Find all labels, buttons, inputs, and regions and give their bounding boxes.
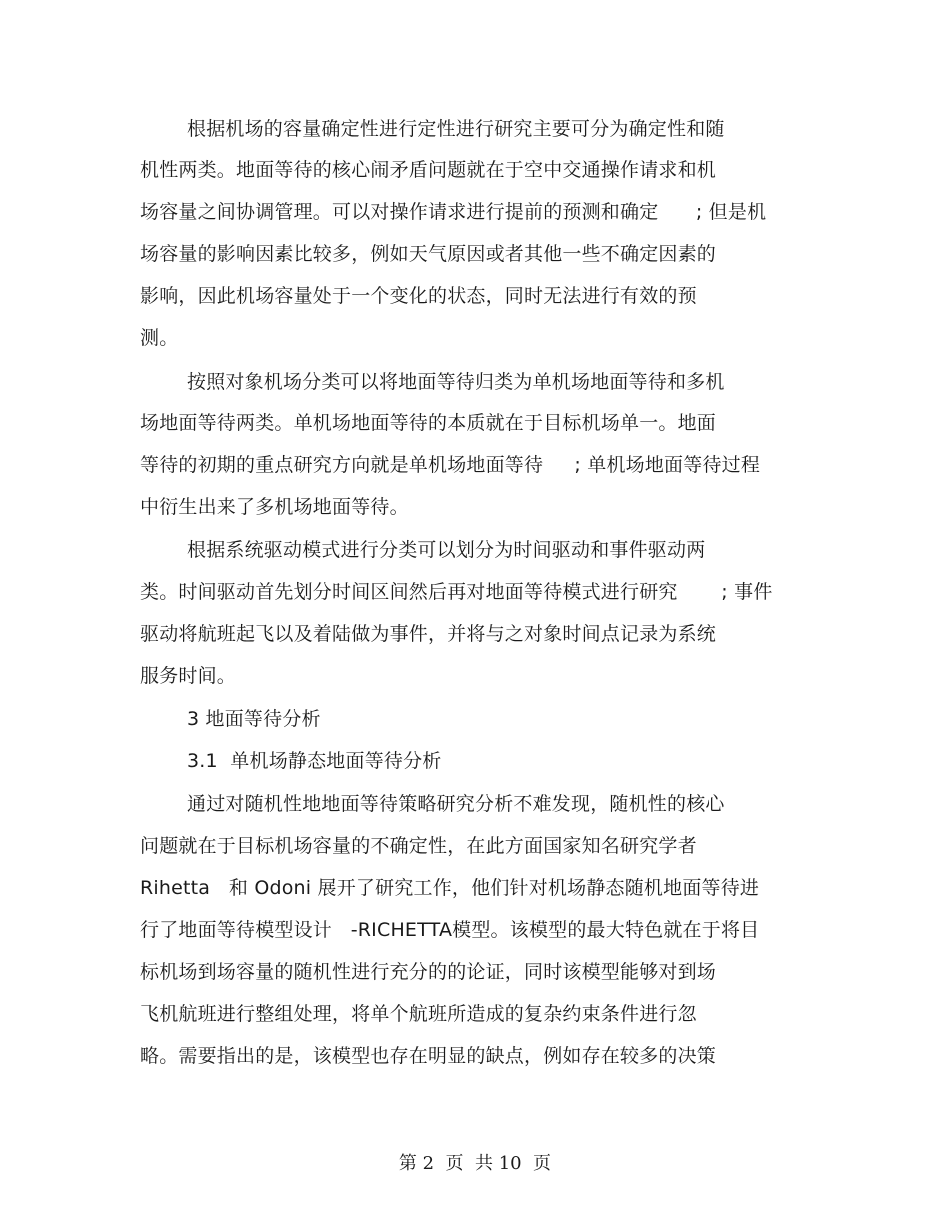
paragraph-line: 问题就在于目标机场容量的不确定性，在此方面国家知名研究学者 xyxy=(140,835,697,857)
paragraph-line: 等待的初期的重点研究方向就是单机场地面等待 ; 单机场地面等待过程 xyxy=(140,454,761,476)
page-number-footer: 第 2 页 共 10 页 xyxy=(398,1153,552,1174)
paragraph-line: 驱动将航班起飞以及着陆做为事件，并将与之对象时间点记录为系统 xyxy=(140,623,717,645)
subsection-heading: 3.1 单机场静态地面等待分析 xyxy=(187,750,442,772)
paragraph-line: 按照对象机场分类可以将地面等待归类为单机场地面等待和多机 xyxy=(187,371,725,393)
paragraph-line: 标机场到场容量的随机性进行充分的的论证，同时该模型能够对到场 xyxy=(140,961,717,983)
paragraph-line: 通过对随机性地地面等待策略研究分析不难发现，随机性的核心 xyxy=(187,793,725,815)
paragraph-line: 服务时间。 xyxy=(140,665,237,687)
paragraph-line: 测。 xyxy=(140,327,179,349)
paragraph-line: 飞机航班进行整组处理，将单个航班所造成的复杂约束条件进行忽 xyxy=(140,1003,697,1025)
paragraph-line: 影响，因此机场容量处于一个变化的状态，同时无法进行有效的预 xyxy=(140,285,697,307)
paragraph-line: 根据机场的容量确定性进行定性进行研究主要可分为确定性和随 xyxy=(187,118,725,140)
paragraph-line: 根据系统驱动模式进行分类可以划分为时间驱动和事件驱动两 xyxy=(187,539,706,561)
section-heading: 3 地面等待分析 xyxy=(187,708,321,730)
paragraph-line: 类。时间驱动首先划分时间区间然后再对地面等待模式进行研究 ; 事件 xyxy=(140,581,773,603)
paragraph-line: Rihetta 和 Odoni 展开了研究工作，他们针对机场静态随机地面等待进 xyxy=(140,877,760,899)
paragraph-line: 场容量之间协调管理。可以对操作请求进行提前的预测和确定 ; 但是机 xyxy=(140,201,767,223)
paragraph-line: 场地面等待两类。单机场地面等待的本质就在于目标机场单一。地面 xyxy=(140,412,717,434)
paragraph-line: 中衍生出来了多机场地面等待。 xyxy=(140,496,409,518)
paragraph-line: 机性两类。地面等待的核心闹矛盾问题就在于空中交通操作请求和机 xyxy=(140,159,717,181)
paragraph-line: 行了地面等待模型设计 -RICHETTA模型。该模型的最大特色就在于将目 xyxy=(140,919,760,941)
paragraph-line: 略。需要指出的是，该模型也存在明显的缺点，例如存在较多的决策 xyxy=(140,1045,717,1067)
paragraph-line: 场容量的影响因素比较多，例如天气原因或者其他一些不确定因素的 xyxy=(140,243,717,265)
